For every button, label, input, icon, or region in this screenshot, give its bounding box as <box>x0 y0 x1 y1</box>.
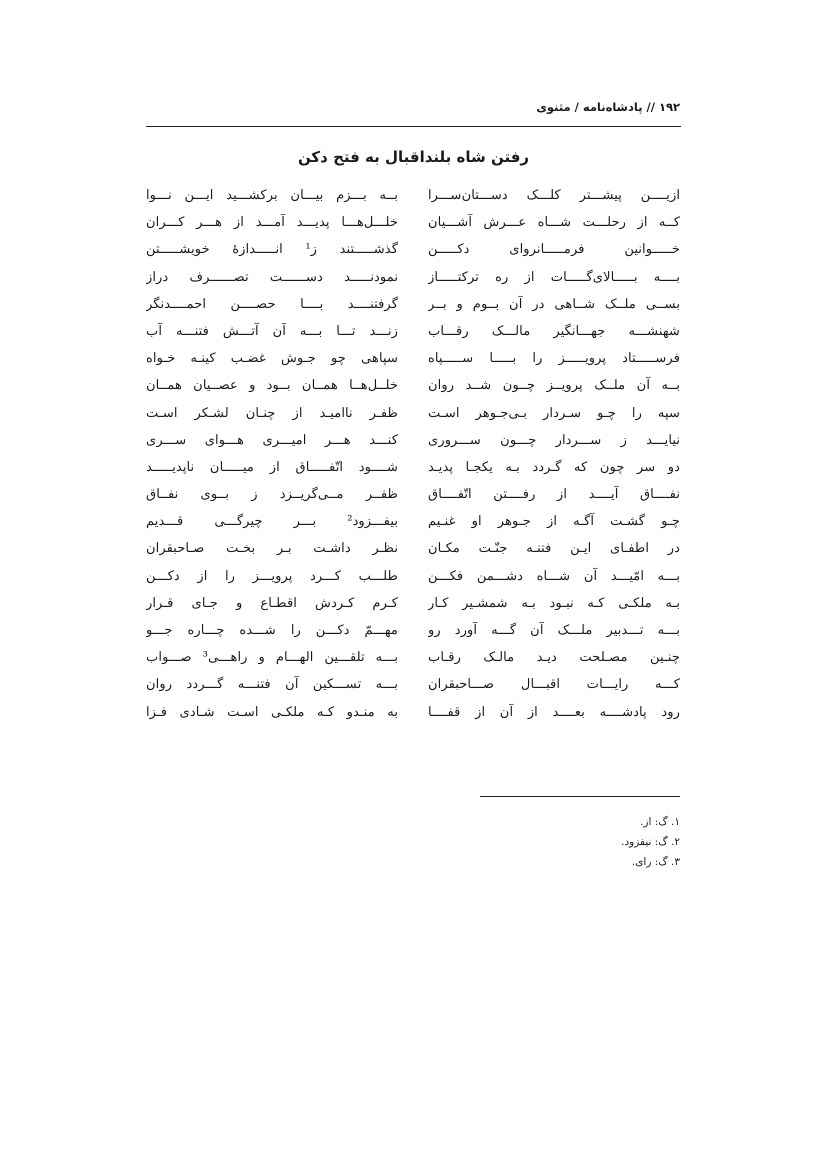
hemistich-first: بســی ملــک شــاهی در آن بــوم و بــر <box>428 296 680 312</box>
hemistich-first: در اطفـای ایـن فتنـه جنّـت مکـان <box>428 541 680 557</box>
hemistich-second: بـــه تســـکین آن فتنـــه گـــردد روان <box>146 677 398 693</box>
hemistich-first: کـــه رایـــات اقبـــال صـــاحبقران <box>428 677 680 693</box>
hemistich-first: کــه از رحلـــت شـــاه عـــرش آشـــیان <box>428 215 680 231</box>
footnote-item: ۳. گ: رای. <box>631 856 680 868</box>
header-rule <box>146 126 681 127</box>
hemistich-first: رود پادشــــه بعــــد از آن از قفــــا <box>428 704 680 720</box>
hemistich-second: ظفــر مــی‌گریــزد ز بــوی نفــاق <box>146 487 398 503</box>
hemistich-second: به منـدو کـه ملکـی اسـت شـادی فـزا <box>146 704 398 720</box>
hemistich-second: گذشـــــتند ز¹ انـــــدازۀ خویشـــــتن <box>146 242 398 258</box>
hemistich-second: نمودنـــــد دســــــت تصــــــرف دراز <box>146 269 398 285</box>
first-hemistich-column <box>428 182 680 726</box>
hemistich-first: نفــــاق آیــــد از رفــــتن اتّفــــاق <box>428 487 680 503</box>
hemistich-first: بــــه بـــــالای‌گـــــات از ره ترکتـــــاز <box>428 269 680 285</box>
footnote-item: ۱. گ: از. <box>640 816 680 828</box>
hemistich-first: دو سر چون که گـردد بـه یکجـا پدیـد <box>428 459 680 475</box>
hemistich-first: بـــه تـــدبیر ملـــک آن گـــه آورد رو <box>428 623 680 638</box>
hemistich-first: بـــه امّیـــد آن شـــاه دشـــمن فکـــن <box>428 568 680 584</box>
running-head: ۱۹۲ // پادشاه‌نامه / مثنوی <box>536 100 680 114</box>
hemistich-second: ظفـر ناامیـد از چنـان لشـکر اسـت <box>146 405 398 421</box>
hemistich-second: نظـر داشـت بـر بخـت صـاحبقران <box>146 541 398 557</box>
hemistich-first: فرســـــتاد پرویـــــز را بـــــا ســـــپاه <box>428 351 680 367</box>
hemistich-second: خلـــل‌هـــا پدیـــد آمـــد از هـــر کـــران <box>146 215 398 231</box>
hemistich-second: کنـــد هـــر امیـــری هـــوای ســـری <box>146 432 398 448</box>
hemistich-first: چـو گشـت آگـه از جـوهر او غنـیم <box>428 514 680 530</box>
hemistich-second: سپاهی چو جـوش غضـب کینـه خـواه <box>146 351 398 367</box>
hemistich-second: مهـــمّ دکـــن را شـــده چـــاره جـــو <box>146 623 398 638</box>
hemistich-first: شهنشـــه جهـــانگیر مالـــک رقـــاب <box>428 323 680 339</box>
hemistich-second: طلـــب کـــرد پرویـــز را از دکـــن <box>146 568 398 584</box>
hemistich-second: شــــود اتّفـــــاق از میـــــان ناپدیـــــد <box>146 459 398 475</box>
footnote-item: ۲. گ: نیفزود. <box>621 836 680 848</box>
footnotes <box>621 812 680 872</box>
hemistich-first: چنـین مصـلحت دیـد مالـک رقـاب <box>428 650 680 666</box>
hemistich-second: بـــه تلقـــین الهـــام و راهـــی³ صـــواب <box>146 650 398 666</box>
footnote-rule <box>480 796 680 797</box>
hemistich-first: نیایـــد ز ســـردار چـــون ســـروری <box>428 432 680 448</box>
hemistich-second: خلــل‌هــا همــان بــود و عصــیان همــان <box>146 378 398 394</box>
hemistich-first: سپه را چـو سـردار بـی‌جـوهر اسـت <box>428 405 680 421</box>
second-hemistich-column <box>146 182 398 726</box>
hemistich-first: خـــــوانین فرمـــــانروای دکـــــن <box>428 242 680 258</box>
hemistich-first: بـه ملکـی کـه نبـود بـه شمشـیر کـار <box>428 595 680 611</box>
hemistich-second: کـرم کـردش اقطـاع و جـای قـرار <box>146 595 398 611</box>
hemistich-second: زنـــد تـــا بـــه آن آتـــش فتنـــه آب <box>146 323 398 339</box>
hemistich-first: بــه آن ملــک پرویــز چــون شــد روان <box>428 378 680 394</box>
hemistich-first: ازیــــن پیشـــتر کلـــک دســـتان‌ســـرا <box>428 188 680 203</box>
hemistich-second: بیفـــزود² بـــر چیرگـــی قـــدیم <box>146 514 398 530</box>
hemistich-second: بــه بـــزم بیـــان برکشـــید ایـــن نـــوا <box>146 188 398 203</box>
hemistich-second: گرفتنــــد بــــا حصــــن احمــــدنگر <box>146 296 398 312</box>
section-title: رفتن شاه بلنداقبال به فتح دکن <box>297 148 530 166</box>
